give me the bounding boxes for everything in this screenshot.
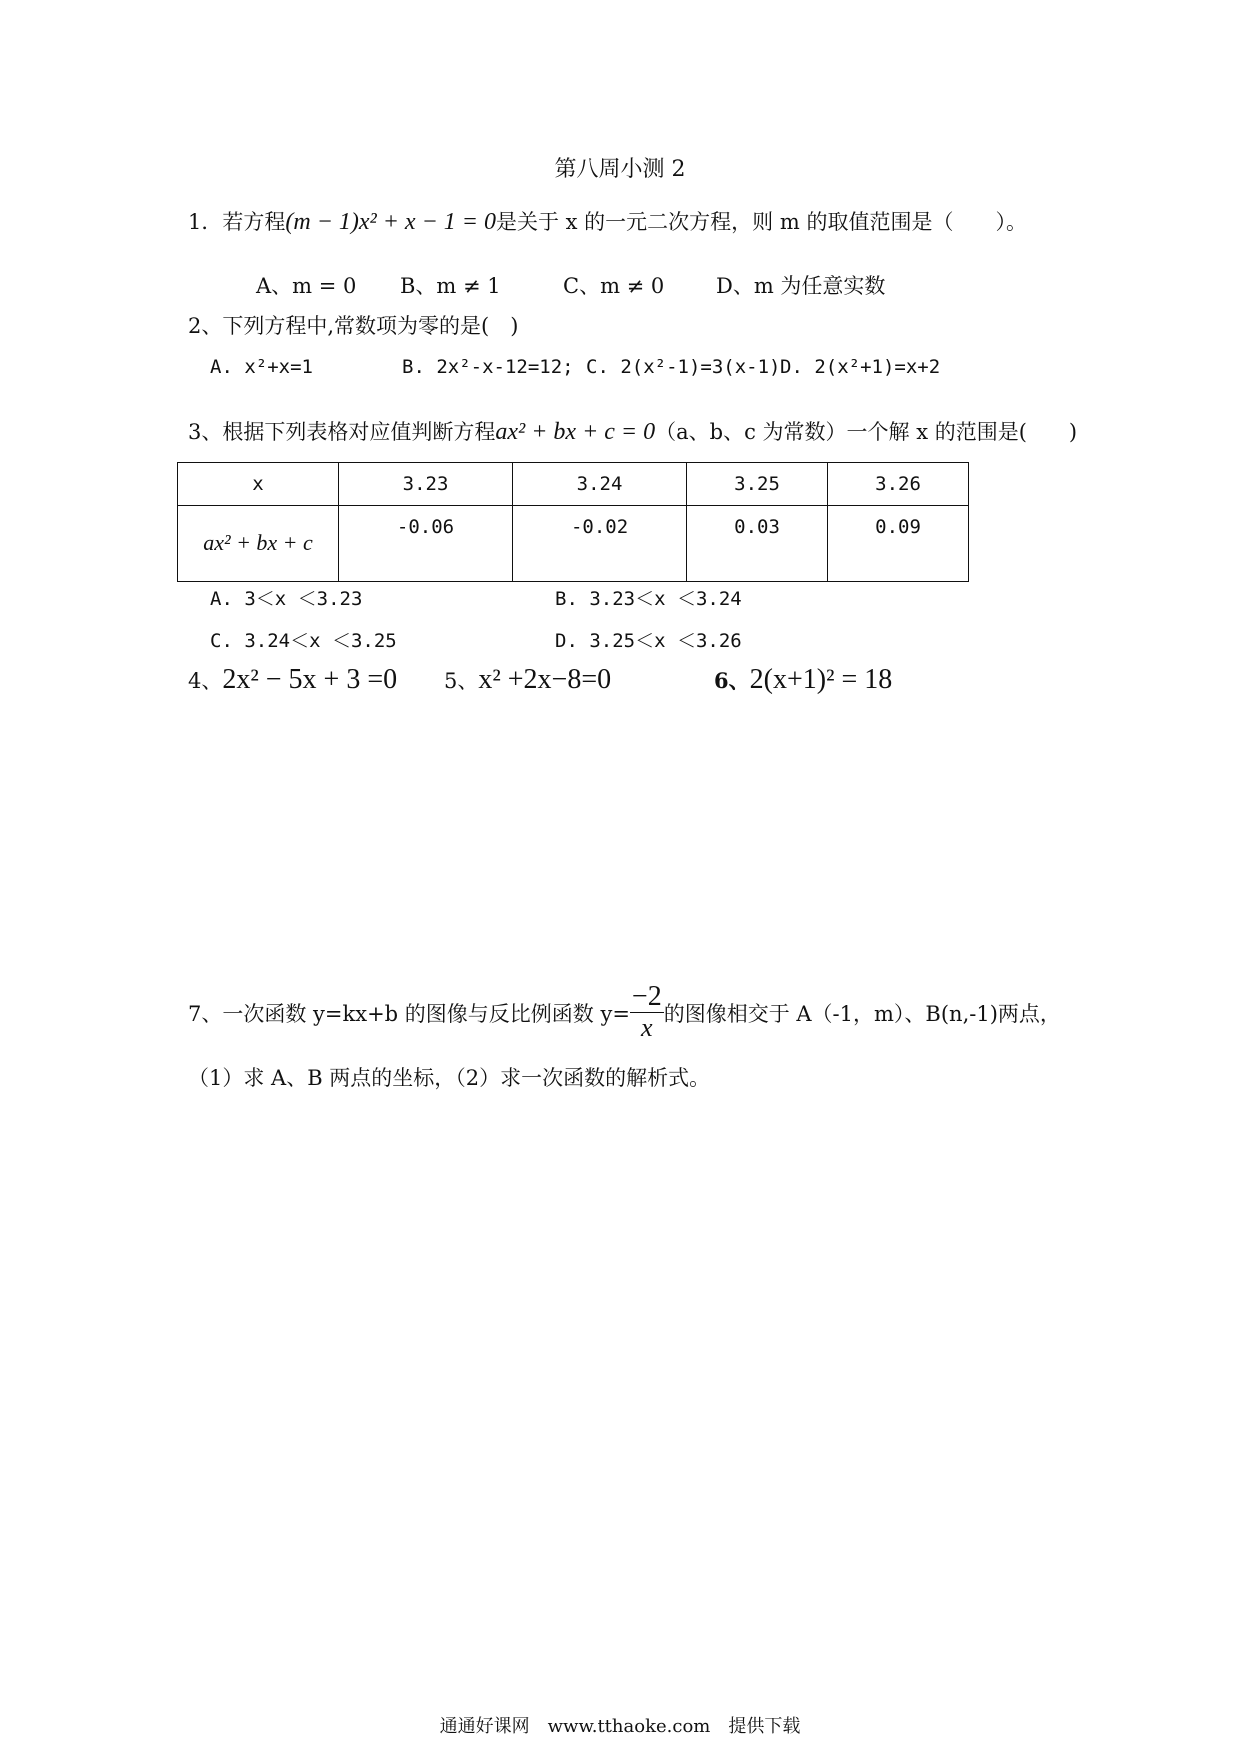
q1-option-a: A、m = 0 <box>256 274 357 298</box>
q3-option-b: B. 3.23＜x ＜3.24 <box>555 588 742 610</box>
q1-option-c: C、m ≠ 0 <box>563 274 665 298</box>
table-cell-y-4: 0.09 <box>828 506 969 582</box>
q3-prefix: 3、根据下列表格对应值判断方程 <box>188 420 496 444</box>
q1-option-b: B、m ≠ 1 <box>400 274 501 298</box>
table-cell-x-3: 3.25 <box>687 463 828 506</box>
q2-option-a: A. x²+x=1 <box>210 356 313 378</box>
footer-credit: 通通好课网 www.tthaoke.com 提供下载 <box>439 1716 801 1737</box>
q7-fraction <box>630 982 664 1043</box>
table-row-value <box>178 506 969 582</box>
q5-equation: x² +2x−8=0 <box>478 664 612 695</box>
table-cell-x-label: x <box>178 463 339 506</box>
q2-option-b: B. 2x²-x-12=12; <box>402 356 574 378</box>
q2-option-d: D. 2(x²+1)=x+2 <box>780 356 941 378</box>
question-7 <box>188 982 1061 1043</box>
question-3 <box>188 416 1077 446</box>
page-title: 第八周小测 2 <box>554 157 686 182</box>
q1-equation: (m − 1)x² + x − 1 = 0 <box>285 209 496 235</box>
q3-option-d: D. 3.25＜x ＜3.26 <box>555 630 742 652</box>
q3-suffix: （a、b、c 为常数）一个解 x 的范围是( ) <box>655 420 1078 444</box>
q7-line2: （1）求 A、B 两点的坐标，（2）求一次函数的解析式。 <box>188 1066 711 1090</box>
q4-label: 4、 <box>188 669 223 693</box>
q5-label: 5、 <box>444 669 479 693</box>
table-cell-expr-label: ax² + bx + c <box>178 506 339 582</box>
table-cell-x-1: 3.23 <box>339 463 513 506</box>
q3-option-a: A. 3＜x ＜3.23 <box>210 588 363 610</box>
q4-equation: 2x² − 5x + 3 =0 <box>222 664 398 695</box>
q3-option-c: C. 3.24＜x ＜3.25 <box>210 630 397 652</box>
question-4 <box>188 664 397 696</box>
question-6 <box>714 664 892 696</box>
q7-fraction-denominator: x <box>641 1013 653 1042</box>
table-row-x <box>178 463 969 506</box>
question-1 <box>188 206 1027 236</box>
table-cell-y-2: -0.02 <box>513 506 687 582</box>
table-cell-x-2: 3.24 <box>513 463 687 506</box>
q1-option-d: D、m 为任意实数 <box>716 274 886 298</box>
q6-equation: 2(x+1)² = 18 <box>749 664 893 695</box>
q1-prefix: 1．若方程 <box>188 210 286 234</box>
table-cell-y-1: -0.06 <box>339 506 513 582</box>
q7-part2: 的图像相交于 A（-1，m）、B(n,-1)两点， <box>663 1001 1061 1026</box>
question-5 <box>444 664 611 696</box>
question-2: 2、下列方程中,常数项为零的是( ) <box>188 314 519 338</box>
q6-label: 6、 <box>714 668 750 693</box>
q2-option-c: C. 2(x²-1)=3(x-1) <box>586 356 781 378</box>
q3-equation: ax² + bx + c = 0 <box>495 419 656 445</box>
q7-fraction-numerator: −2 <box>631 981 662 1012</box>
table-cell-x-4: 3.26 <box>828 463 969 506</box>
q7-part1: 7、一次函数 y=kx+b 的图像与反比例函数 y= <box>188 1001 630 1026</box>
table-cell-y-3: 0.03 <box>687 506 828 582</box>
value-table <box>177 462 969 582</box>
q1-suffix: 是关于 x 的一元二次方程，则 m 的取值范围是（ ）。 <box>495 210 1027 234</box>
